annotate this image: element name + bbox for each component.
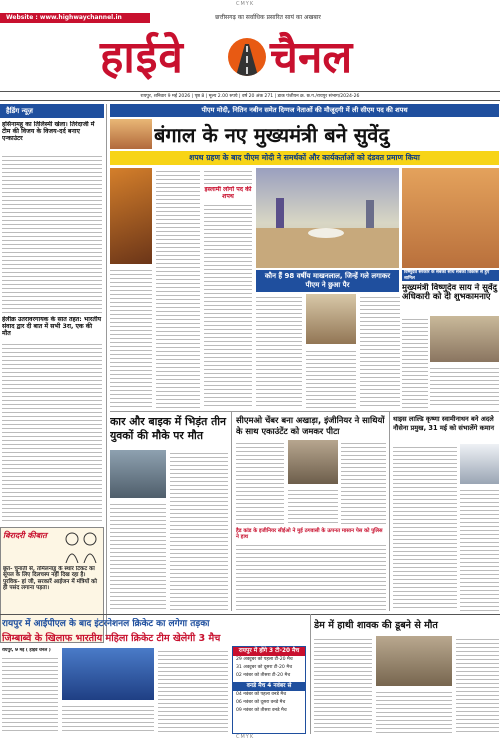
masthead-logo — [100, 30, 400, 85]
cartoon-label: बिरादरी कीबात — [3, 531, 47, 540]
masthead-left: हाईवे — [100, 32, 184, 83]
lead-photo-caption — [256, 270, 399, 292]
lead-body-2 — [156, 168, 200, 408]
cmo-photo — [288, 440, 338, 484]
schedule-title-2: वनडे मैच 4 नवंबर से — [233, 682, 305, 691]
navy-photo — [460, 444, 499, 484]
cmyk-top: CMYK — [236, 1, 255, 7]
cartoon-caption: छूत- चुनाती से, तमिलनाडु के स्थार टिकट का सूपल के लिए दिलचस्प नहीं दिख रहा है। पुरविक- हां जी, सरकारें आईजन में मंत्रियों को ही पसंद लगाना पड़ता। — [3, 566, 97, 592]
cmo-strap: हैड कांड के इजीनियर सीईओ ने मुई ठगवासी के ऊपनत मासान पेस को पुलिस ने हाथ — [236, 528, 383, 540]
cmo-body-1 — [236, 440, 284, 525]
accident-photo — [110, 450, 166, 498]
lead-headline: बंगाल के नए मुख्यमंत्री बने सुवेंदु — [154, 123, 389, 147]
schedule-row-6: 09 नवंबर को तीसरा वनडे मैच — [236, 708, 287, 713]
right-headline: मुख्यमंत्री विष्णुदेव साय ने सुवेंदु अधिकारी को दी शुभकामनाएं — [402, 283, 498, 301]
lead-body-5 — [306, 348, 356, 408]
cmo-body-3 — [341, 440, 386, 525]
right-body-1 — [402, 316, 428, 408]
lead-subhead: शपथ ग्रहण के बाद पीएम मोदी ने समर्थकों और कार्यकर्ताओं को दंडवत प्रमाण किया — [110, 151, 499, 165]
accident-body-2 — [170, 450, 228, 611]
navy-body-1 — [393, 444, 457, 611]
lead-body-4 — [256, 294, 302, 408]
schedule-row-3: 02 नवंबर को तीसरा टी-20 मैच — [236, 673, 291, 678]
navy-body-2 — [460, 487, 499, 611]
dateline-bar: रायपुर, शनिवार 9 मई 2026 | पृष्ठ 8 | मूल्य 2.00 रुपये | वर्ष 20 अंक 271 | डाक पंजीयन क्र. छ.ग./रायपुर संभाग/2024-26 — [0, 91, 500, 101]
navy-headline: थाइस लाल्डि कृष्णा स्वामीनाथन बने अदले नौसेना प्रमुख, 31 मई को संभालेंगे कमान — [393, 415, 495, 432]
elephant-headline: डेम में हाथी शावक की डूबने से मौत — [314, 620, 438, 631]
lead-embrace-photo — [306, 294, 356, 344]
right-kicker: विष्णुदेव सरकार के सबका साथ सबका विकास से हुए शामिल — [402, 270, 499, 281]
tagline: छत्तीसगढ़ का सर्वाधिक प्रसारित सायं का अखबार — [215, 14, 321, 21]
right-cm-photo — [430, 316, 499, 362]
elephant-body-1 — [314, 636, 372, 733]
lead-rally-photo — [402, 168, 499, 268]
cartoon-illustration — [58, 529, 102, 563]
cmyk-bottom: CMYK — [236, 734, 255, 740]
lead-ceremony-photo — [256, 168, 399, 268]
lead-body-3 — [204, 168, 252, 184]
lead-body-6 — [360, 294, 400, 408]
schedule-row-2: 31 अक्टूबर को दूसरा टी-20 मैच — [236, 665, 292, 670]
cricket-head1: रायपुर में आईपीएल के बाद इंटरनेशनल क्रिकेट का लगेगा तड़का — [2, 619, 210, 629]
elephant-body-2 — [376, 689, 452, 733]
left-story1-body — [2, 153, 102, 313]
right-body-2 — [430, 365, 499, 408]
lead-photo-caption-text: कौन हैं 98 वर्षीय माखनलाल, जिन्हें गले लगाकर पीएम ने छुआ पैर — [264, 272, 391, 289]
schedule-row-4: 04 नवंबर को पहला वनडे मैच — [236, 692, 287, 697]
lead-body-1 — [110, 267, 152, 407]
left-story2-head: हेलीक्र उतरावरगायक के सात तहत: भारतीय संवाद द्वार दी बात में सभी 3रा, एक की मौत — [2, 316, 102, 338]
website-bar: Website : www.highwaychannel.in — [0, 13, 150, 23]
road-logo-icon — [228, 38, 266, 76]
cmo-headline: सीएमओ चेंबर बना अखाड़ा, इंजीनियर ने साथियों के साथ एकाउंटेंट को जमकर पीटा — [236, 415, 385, 436]
cricket-body-3 — [158, 648, 228, 733]
heading-news-label — [0, 104, 104, 118]
lead-body-3b — [204, 202, 252, 408]
cmo-body-2 — [288, 487, 338, 525]
heading-news-text: हैडिंग न्यूज़ — [6, 107, 33, 115]
elephant-photo — [376, 636, 452, 686]
schedule-row-1: 29 अक्टूबर को पहला टी-20 मैच — [236, 657, 293, 662]
lead-kicker: पीएम मोदी, नितिन नबीन समेत दिग्गज नेताओं की मौजूदगी में ली सीएम पद की शपथ — [110, 104, 499, 117]
cricket-head2: जिम्बाब्वे के खिलाफ भारतीय महिला क्रिकेट टीम खेलेगी 3 मैच — [2, 633, 221, 644]
cricket-dateline: रायपुर, 9 मई ( हाईवे चैनल ) — [2, 648, 51, 653]
accident-headline: कार और बाइक में भिड़ंत तीन युवकों की मौके पर मौत — [110, 415, 227, 442]
schedule-row-5: 06 नवंबर को दूसरा वनडे मैच — [236, 700, 286, 705]
lead-portrait-photo — [110, 119, 152, 149]
cricket-body-2 — [62, 703, 154, 733]
accident-body-1 — [110, 501, 166, 611]
cricket-team-photo — [62, 648, 154, 700]
cricket-schedule-box — [232, 646, 306, 734]
left-story1-head: हसिनामहू का तिलिस्मी खेला। तिरंदाजी में टीम की विजय के विजय-दर्द बनाए एन्काउंटर — [2, 121, 95, 143]
left-story2-body — [2, 341, 102, 523]
elephant-body-3 — [456, 636, 499, 733]
masthead-right: चैनल — [270, 32, 353, 83]
schedule-title: रायपुर में होंगे 3 टी-20 मैच — [233, 647, 305, 656]
cricket-body-1 — [2, 655, 58, 733]
lead-inner-head: इस्लामी लोगों पद की शपथ — [204, 186, 252, 201]
lead-speaker-photo — [110, 168, 152, 264]
cmo-body-4 — [236, 542, 386, 611]
